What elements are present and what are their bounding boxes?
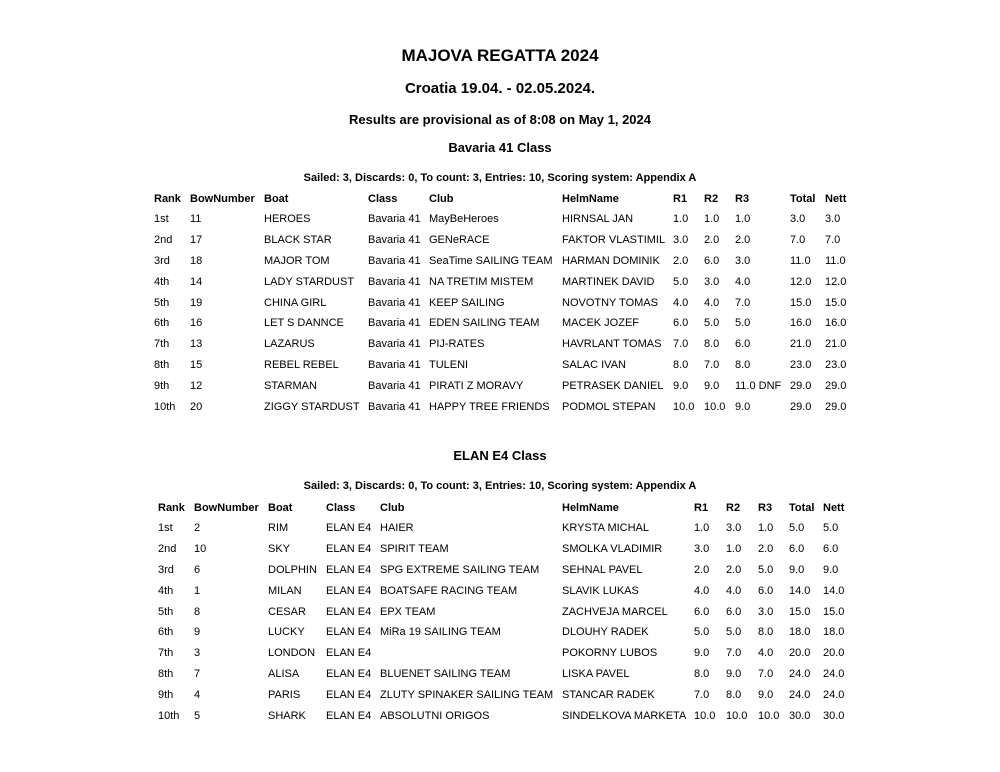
page-title: MAJOVA REGATTA 2024	[401, 46, 599, 65]
cell-helm-name: DLOUHY RADEK	[562, 626, 649, 639]
cell-total: 30.0	[789, 709, 811, 722]
header-club: Club	[380, 502, 405, 514]
cell-helm-name: SMOLKA VLADIMIR	[562, 543, 663, 556]
class-info: Sailed: 3, Discards: 0, To count: 3, Entries: 10, Scoring system: Appendix A	[303, 480, 697, 492]
cell-total: 6.0	[789, 543, 805, 556]
cell-r3: 3.0	[758, 605, 774, 618]
cell-r3: 8.0	[758, 626, 774, 639]
cell-nett: 21.0	[825, 338, 847, 351]
cell-club: PIJ-RATES	[429, 338, 485, 351]
cell-boat: LADY STARDUST	[264, 275, 355, 288]
cell-r3: 9.0	[758, 688, 774, 701]
table-row	[154, 334, 855, 355]
cell-nett: 5.0	[823, 522, 839, 535]
table-header-row	[154, 189, 855, 209]
cell-r2: 6.0	[704, 254, 720, 267]
table-row	[154, 355, 855, 376]
table-row	[158, 622, 851, 643]
cell-r3: 10.0	[758, 709, 780, 722]
cell-class: Bavaria 41	[368, 338, 421, 351]
cell-total: 24.0	[789, 688, 811, 701]
cell-boat: LET S DANNCE	[264, 317, 344, 330]
cell-helm-name: FAKTOR VLASTIMIL	[562, 234, 666, 247]
cell-club: NA TRETIM MISTEM	[429, 275, 534, 288]
cell-class: Bavaria 41	[368, 234, 421, 247]
table-row	[158, 664, 851, 685]
cell-helm-name: POKORNY LUBOS	[562, 647, 658, 660]
cell-club: EDEN SAILING TEAM	[429, 317, 540, 330]
cell-boat: BLACK STAR	[264, 234, 332, 247]
header-class: Class	[368, 193, 398, 205]
cell-nett: 18.0	[823, 626, 845, 639]
cell-class: Bavaria 41	[368, 275, 421, 288]
cell-class: ELAN E4	[326, 647, 372, 660]
cell-class: ELAN E4	[326, 605, 372, 618]
table-row	[154, 396, 855, 417]
cell-class: ELAN E4	[326, 626, 372, 639]
cell-total: 15.0	[789, 605, 811, 618]
cell-r2: 2.0	[726, 563, 742, 576]
cell-r3: 1.0	[735, 213, 751, 226]
cell-club	[380, 643, 562, 664]
cell-club: SPG EXTREME SAILING TEAM	[380, 563, 540, 576]
class-info: Sailed: 3, Discards: 0, To count: 3, Entries: 10, Scoring system: Appendix A	[303, 172, 697, 184]
cell-class: ELAN E4	[326, 667, 372, 680]
cell-class: ELAN E4	[326, 584, 372, 597]
cell-r2: 8.0	[704, 338, 720, 351]
table-header-row	[158, 498, 851, 518]
cell-helm-name: LISKA PAVEL	[562, 667, 630, 680]
cell-r3: 8.0	[735, 358, 751, 371]
cell-r1: 9.0	[694, 647, 710, 660]
cell-rank: 4th	[158, 584, 174, 597]
cell-rank: 8th	[154, 358, 170, 371]
cell-rank: 8th	[158, 667, 174, 680]
class-heading: ELAN E4 Class	[453, 448, 547, 463]
cell-r3: 6.0	[758, 584, 774, 597]
cell-rank: 3rd	[154, 254, 170, 267]
cell-helm-name: MARTINEK DAVID	[562, 275, 655, 288]
cell-bow-number: 13	[190, 338, 203, 351]
cell-rank: 5th	[158, 605, 174, 618]
cell-r2: 4.0	[704, 296, 720, 309]
cell-total: 11.0	[790, 254, 811, 267]
cell-r3: 1.0	[758, 522, 774, 535]
cell-nett: 12.0	[825, 275, 847, 288]
cell-total: 29.0	[790, 379, 812, 392]
cell-bow-number: 5	[194, 709, 201, 722]
cell-r1: 5.0	[673, 275, 689, 288]
header-total: Total	[790, 193, 816, 205]
cell-helm-name: NOVOTNY TOMAS	[562, 296, 658, 309]
cell-boat: CESAR	[268, 605, 306, 618]
cell-club: ABSOLUTNI ORIGOS	[380, 709, 490, 722]
cell-bow-number: 7	[194, 667, 201, 680]
cell-r2: 7.0	[726, 647, 742, 660]
cell-class: Bavaria 41	[368, 400, 421, 413]
cell-r2: 8.0	[726, 688, 742, 701]
table-row	[158, 705, 851, 726]
cell-r3: 2.0	[758, 543, 774, 556]
cell-helm-name: PODMOL STEPAN	[562, 400, 656, 413]
cell-r1: 7.0	[673, 338, 689, 351]
page-subtitle: Croatia 19.04. - 02.05.2024.	[404, 80, 596, 97]
cell-r1: 2.0	[694, 563, 710, 576]
header-total: Total	[789, 502, 815, 514]
cell-r1: 5.0	[694, 626, 710, 639]
cell-r3: 4.0	[735, 275, 751, 288]
table-row	[154, 209, 855, 230]
cell-r2: 3.0	[726, 522, 742, 535]
cell-r1: 4.0	[673, 296, 689, 309]
cell-nett: 14.0	[823, 584, 845, 597]
cell-nett: 16.0	[825, 317, 847, 330]
header-nett: Nett	[825, 193, 847, 205]
cell-club: HAPPY TREE FRIENDS	[429, 400, 550, 413]
cell-rank: 1st	[158, 522, 173, 535]
cell-r3: 7.0	[758, 667, 774, 680]
table-row	[158, 518, 851, 539]
cell-helm-name: SALAC IVAN	[562, 358, 626, 371]
cell-r1: 10.0	[694, 709, 716, 722]
table-row	[154, 292, 855, 313]
cell-rank: 10th	[158, 709, 180, 722]
cell-class: ELAN E4	[326, 688, 372, 701]
cell-r1: 1.0	[694, 522, 710, 535]
cell-rank: 1st	[154, 213, 169, 226]
header-helm-name: HelmName	[562, 502, 619, 514]
cell-class: Bavaria 41	[368, 379, 421, 392]
cell-bow-number: 8	[194, 605, 201, 618]
cell-nett: 23.0	[825, 358, 847, 371]
cell-class: Bavaria 41	[368, 296, 421, 309]
table-row	[158, 684, 851, 705]
cell-r2: 2.0	[704, 234, 720, 247]
cell-total: 9.0	[789, 563, 805, 576]
header-boat: Boat	[268, 502, 293, 514]
table-row	[154, 230, 855, 251]
cell-class: Bavaria 41	[368, 213, 421, 226]
cell-r2: 3.0	[704, 275, 720, 288]
cell-boat: PARIS	[268, 688, 301, 701]
cell-boat: SHARK	[268, 709, 306, 722]
table-row	[154, 251, 855, 272]
cell-total: 12.0	[790, 275, 812, 288]
cell-r3: 5.0	[758, 563, 774, 576]
cell-r1: 6.0	[694, 605, 710, 618]
cell-nett: 7.0	[825, 234, 841, 247]
cell-rank: 5th	[154, 296, 170, 309]
cell-boat: MILAN	[268, 584, 302, 597]
header-r3: R3	[735, 193, 750, 205]
header-class: Class	[326, 502, 356, 514]
cell-rank: 6th	[154, 317, 170, 330]
cell-r3: 4.0	[758, 647, 774, 660]
header-club: Club	[429, 193, 454, 205]
cell-r3: 6.0	[735, 338, 751, 351]
cell-rank: 3rd	[158, 563, 174, 576]
cell-bow-number: 20	[190, 400, 203, 413]
cell-boat: CHINA GIRL	[264, 296, 327, 309]
header-r1: R1	[694, 502, 709, 514]
table-row	[154, 375, 855, 396]
cell-helm-name: ZACHVEJA MARCEL	[562, 605, 668, 618]
cell-total: 29.0	[790, 400, 812, 413]
cell-class: ELAN E4	[326, 543, 372, 556]
cell-boat: REBEL REBEL	[264, 358, 339, 371]
cell-total: 3.0	[790, 213, 806, 226]
cell-bow-number: 10	[194, 543, 207, 556]
cell-club: EPX TEAM	[380, 605, 436, 618]
cell-helm-name: HARMAN DOMINIK	[562, 254, 660, 267]
cell-class: ELAN E4	[326, 709, 372, 722]
table-row	[154, 313, 855, 334]
cell-club: SeaTime SAILING TEAM	[429, 254, 553, 267]
cell-r1: 7.0	[694, 688, 710, 701]
header-rank: Rank	[154, 193, 181, 205]
table-row	[158, 560, 851, 581]
cell-r1: 10.0	[673, 400, 695, 413]
cell-helm-name: SLAVIK LUKAS	[562, 584, 639, 597]
cell-boat: SKY	[268, 543, 291, 556]
header-rank: Rank	[158, 502, 185, 514]
header-helm-name: HelmName	[562, 193, 619, 205]
cell-r2: 9.0	[726, 667, 742, 680]
header-bow-number: BowNumber	[190, 193, 255, 205]
cell-nett: 20.0	[823, 647, 845, 660]
cell-club: GENeRACE	[429, 234, 490, 247]
class-heading: Bavaria 41 Class	[448, 140, 552, 155]
cell-rank: 4th	[154, 275, 170, 288]
cell-boat: ALISA	[268, 667, 300, 680]
cell-rank: 9th	[154, 379, 170, 392]
cell-r1: 2.0	[673, 254, 689, 267]
cell-club: MayBeHeroes	[429, 213, 499, 226]
cell-boat: DOLPHIN	[268, 563, 317, 576]
cell-nett: 29.0	[825, 379, 847, 392]
header-r2: R2	[726, 502, 741, 514]
cell-helm-name: KRYSTA MICHAL	[562, 522, 650, 535]
cell-bow-number: 14	[190, 275, 203, 288]
cell-total: 18.0	[789, 626, 811, 639]
cell-bow-number: 4	[194, 688, 201, 701]
cell-total: 23.0	[790, 358, 812, 371]
cell-bow-number: 17	[190, 234, 203, 247]
cell-r3: 7.0	[735, 296, 751, 309]
header-bow-number: BowNumber	[194, 502, 259, 514]
cell-club: TULENI	[429, 358, 469, 371]
cell-total: 24.0	[789, 667, 811, 680]
table-row	[154, 271, 855, 292]
cell-helm-name: MACEK JOZEF	[562, 317, 640, 330]
cell-helm-name: SINDELKOVA MARKETA	[562, 709, 687, 722]
cell-club: ZLUTY SPINAKER SAILING TEAM	[380, 688, 554, 701]
cell-r3: 11.0 DNF	[735, 379, 782, 392]
cell-rank: 2nd	[158, 543, 177, 556]
cell-bow-number: 19	[190, 296, 203, 309]
cell-bow-number: 11	[190, 213, 202, 226]
header-r2: R2	[704, 193, 719, 205]
cell-club: KEEP SAILING	[429, 296, 505, 309]
cell-bow-number: 9	[194, 626, 201, 639]
cell-boat: RIM	[268, 522, 289, 535]
cell-class: ELAN E4	[326, 522, 372, 535]
cell-bow-number: 16	[190, 317, 203, 330]
cell-boat: STARMAN	[264, 379, 317, 392]
cell-r3: 3.0	[735, 254, 751, 267]
cell-boat: MAJOR TOM	[264, 254, 330, 267]
cell-r2: 10.0	[704, 400, 726, 413]
cell-nett: 15.0	[825, 296, 847, 309]
cell-r1: 3.0	[673, 234, 689, 247]
cell-boat: LONDON	[268, 647, 316, 660]
cell-club: BOATSAFE RACING TEAM	[380, 584, 518, 597]
cell-r3: 9.0	[735, 400, 751, 413]
cell-club: PIRATI Z MORAVY	[429, 379, 524, 392]
cell-helm-name: HAVRLANT TOMAS	[562, 338, 662, 351]
cell-bow-number: 3	[194, 647, 201, 660]
cell-r1: 4.0	[694, 584, 710, 597]
cell-boat: LUCKY	[268, 626, 305, 639]
cell-total: 14.0	[789, 584, 811, 597]
cell-r2: 9.0	[704, 379, 720, 392]
header-r1: R1	[673, 193, 688, 205]
cell-nett: 15.0	[823, 605, 845, 618]
cell-r2: 4.0	[726, 584, 742, 597]
cell-bow-number: 15	[190, 358, 203, 371]
header-r3: R3	[758, 502, 773, 514]
cell-bow-number: 2	[194, 522, 201, 535]
cell-helm-name: PETRASEK DANIEL	[562, 379, 664, 392]
table-row	[158, 580, 851, 601]
cell-r3: 2.0	[735, 234, 751, 247]
cell-class: ELAN E4	[326, 563, 372, 576]
table-row	[158, 539, 851, 560]
results-table-elan	[158, 498, 851, 726]
cell-rank: 2nd	[154, 234, 173, 247]
cell-r1: 6.0	[673, 317, 689, 330]
cell-total: 7.0	[790, 234, 806, 247]
cell-r2: 5.0	[726, 626, 742, 639]
header-boat: Boat	[264, 193, 289, 205]
cell-nett: 30.0	[823, 709, 845, 722]
cell-nett: 29.0	[825, 400, 847, 413]
cell-helm-name: STANCAR RADEK	[562, 688, 655, 701]
cell-nett: 3.0	[825, 213, 841, 226]
cell-nett: 24.0	[823, 667, 845, 680]
cell-rank: 9th	[158, 688, 174, 701]
cell-class: Bavaria 41	[368, 254, 421, 267]
cell-nett: 9.0	[823, 563, 839, 576]
cell-bow-number: 6	[194, 563, 201, 576]
cell-bow-number: 12	[190, 379, 203, 392]
cell-helm-name: HIRNSAL JAN	[562, 213, 634, 226]
cell-total: 15.0	[790, 296, 812, 309]
cell-rank: 6th	[158, 626, 174, 639]
cell-r2: 1.0	[704, 213, 720, 226]
table-row	[158, 643, 851, 664]
provisional-notice: Results are provisional as of 8:08 on May 1, 2024	[348, 112, 651, 127]
cell-club: SPIRIT TEAM	[380, 543, 449, 556]
header-nett: Nett	[823, 502, 845, 514]
cell-nett: 11.0	[825, 254, 846, 267]
cell-bow-number: 18	[190, 254, 203, 267]
cell-r1: 8.0	[673, 358, 689, 371]
cell-helm-name: SEHNAL PAVEL	[562, 563, 643, 576]
cell-r1: 3.0	[694, 543, 710, 556]
results-table-bavaria	[154, 189, 855, 417]
cell-boat: ZIGGY STARDUST	[264, 400, 360, 413]
cell-club: HAIER	[380, 522, 414, 535]
cell-bow-number: 1	[194, 584, 201, 597]
cell-r2: 7.0	[704, 358, 720, 371]
cell-boat: LAZARUS	[264, 338, 315, 351]
cell-r2: 5.0	[704, 317, 720, 330]
cell-total: 20.0	[789, 647, 811, 660]
cell-r1: 8.0	[694, 667, 710, 680]
table-row	[158, 601, 851, 622]
cell-r2: 6.0	[726, 605, 742, 618]
cell-class: Bavaria 41	[368, 317, 421, 330]
cell-club: BLUENET SAILING TEAM	[380, 667, 511, 680]
cell-boat: HEROES	[264, 213, 311, 226]
cell-nett: 24.0	[823, 688, 845, 701]
cell-total: 16.0	[790, 317, 812, 330]
cell-r1: 1.0	[673, 213, 689, 226]
cell-club: MiRa 19 SAILING TEAM	[380, 626, 501, 639]
cell-rank: 7th	[154, 338, 170, 351]
cell-total: 5.0	[789, 522, 805, 535]
cell-r3: 5.0	[735, 317, 751, 330]
cell-r2: 10.0	[726, 709, 748, 722]
cell-r2: 1.0	[726, 543, 742, 556]
cell-class: Bavaria 41	[368, 358, 421, 371]
cell-rank: 10th	[154, 400, 176, 413]
cell-nett: 6.0	[823, 543, 839, 556]
cell-r1: 9.0	[673, 379, 689, 392]
cell-rank: 7th	[158, 647, 174, 660]
cell-total: 21.0	[790, 338, 812, 351]
